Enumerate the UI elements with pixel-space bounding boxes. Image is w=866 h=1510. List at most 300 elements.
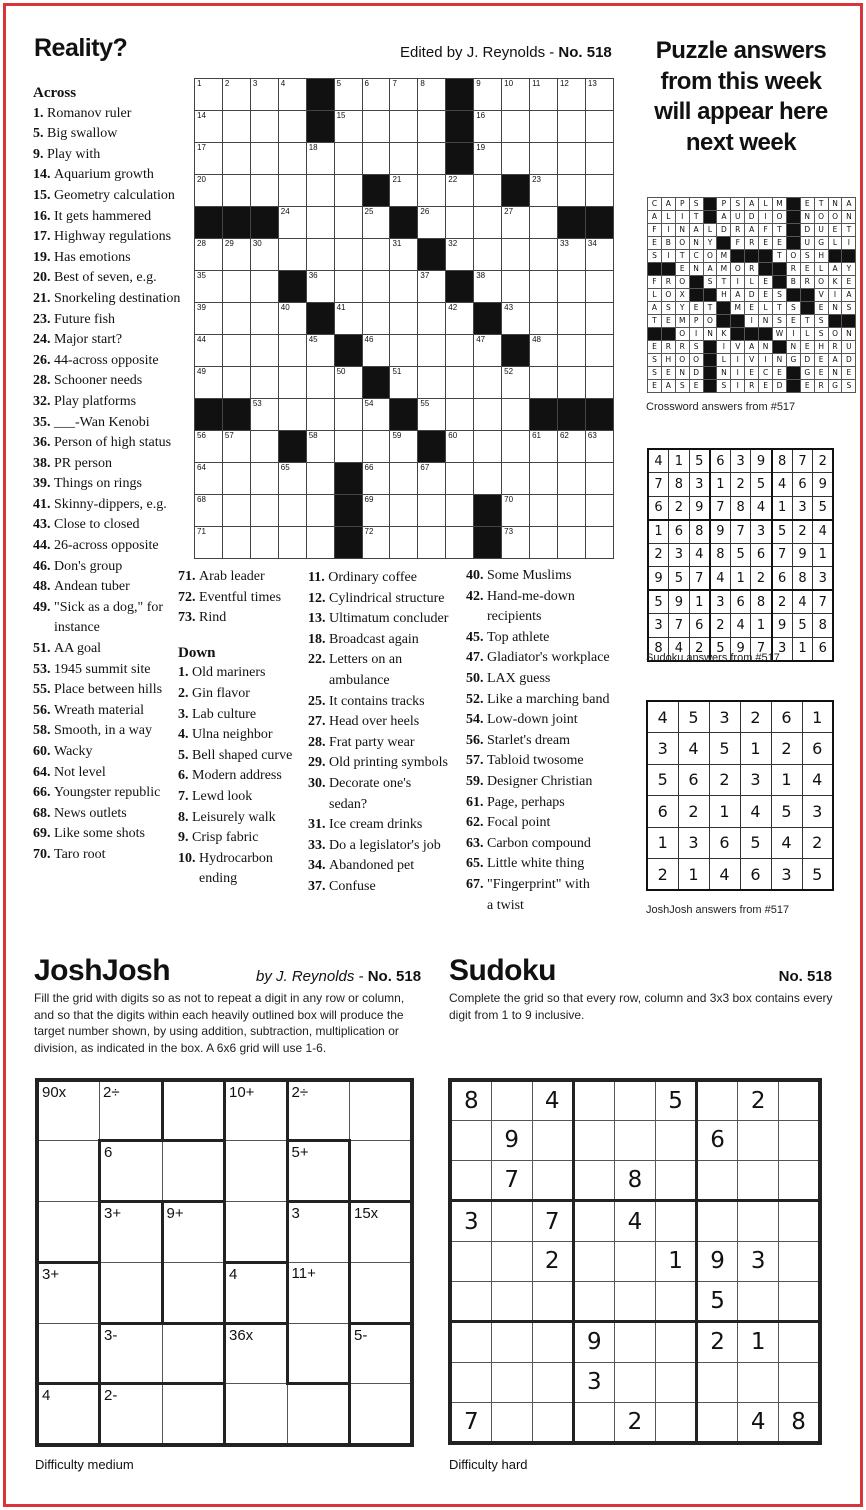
crossword-cell[interactable]	[250, 271, 278, 303]
joshjosh-cell[interactable]	[350, 1202, 413, 1263]
crossword-cell[interactable]	[250, 367, 278, 399]
crossword-cell[interactable]	[278, 207, 306, 239]
crossword-cell[interactable]	[278, 175, 306, 207]
crossword-cell[interactable]	[362, 495, 390, 527]
answer-letter: U	[731, 211, 745, 224]
crossword-cell[interactable]	[418, 367, 446, 399]
joshjosh-cell[interactable]	[287, 1141, 350, 1202]
sudoku-empty-cell[interactable]	[450, 1120, 491, 1160]
crossword-cell[interactable]	[278, 527, 306, 559]
crossword-cell[interactable]	[195, 495, 223, 527]
sudoku-empty-cell[interactable]	[779, 1080, 820, 1120]
sudoku-empty-cell[interactable]	[614, 1241, 655, 1281]
crossword-cell[interactable]	[446, 239, 474, 271]
crossword-cell[interactable]	[306, 463, 334, 495]
crossword-cell[interactable]	[530, 335, 558, 367]
crossword-cell[interactable]	[306, 367, 334, 399]
crossword-cell[interactable]	[502, 143, 530, 175]
crossword-cell[interactable]	[222, 367, 250, 399]
joshjosh-cell[interactable]	[225, 1262, 288, 1323]
crossword-cell[interactable]	[278, 143, 306, 175]
joshjosh-cell[interactable]	[350, 1384, 413, 1445]
crossword-cell[interactable]	[446, 399, 474, 431]
sudoku-empty-cell[interactable]	[450, 1362, 491, 1402]
crossword-cell[interactable]	[334, 79, 362, 111]
sudoku-empty-cell[interactable]	[450, 1281, 491, 1321]
joshjosh-cell[interactable]	[37, 1080, 100, 1141]
sudoku-empty-cell[interactable]	[491, 1241, 532, 1281]
crossword-cell[interactable]	[390, 239, 418, 271]
crossword-cell[interactable]	[418, 79, 446, 111]
black-square	[362, 175, 390, 207]
sudoku-empty-cell[interactable]	[779, 1120, 820, 1160]
crossword-cell[interactable]	[446, 431, 474, 463]
crossword-cell[interactable]	[557, 367, 585, 399]
crossword-cell[interactable]	[195, 527, 223, 559]
crossword-cell[interactable]	[278, 367, 306, 399]
joshjosh-cell[interactable]	[225, 1141, 288, 1202]
crossword-cell[interactable]	[585, 431, 613, 463]
joshjosh-cell[interactable]	[162, 1141, 225, 1202]
crossword-cell[interactable]	[557, 495, 585, 527]
crossword-cell[interactable]	[557, 335, 585, 367]
crossword-cell[interactable]	[418, 175, 446, 207]
cage-target: 5-	[354, 1326, 368, 1344]
crossword-cell[interactable]	[222, 463, 250, 495]
crossword-cell[interactable]	[334, 431, 362, 463]
crossword-cell[interactable]	[306, 431, 334, 463]
joshjosh-cell[interactable]	[287, 1323, 350, 1384]
crossword-cell[interactable]	[530, 367, 558, 399]
crossword-cell[interactable]	[334, 111, 362, 143]
crossword-cell[interactable]	[585, 495, 613, 527]
crossword-cell[interactable]	[222, 527, 250, 559]
crossword-cell[interactable]	[195, 79, 223, 111]
crossword-cell[interactable]	[446, 495, 474, 527]
crossword-cell[interactable]	[474, 271, 502, 303]
crossword-cell[interactable]	[502, 79, 530, 111]
crossword-cell[interactable]	[585, 239, 613, 271]
sudoku-empty-cell[interactable]	[738, 1161, 779, 1201]
sudoku-empty-cell[interactable]	[491, 1080, 532, 1120]
sudoku-empty-cell[interactable]	[738, 1281, 779, 1321]
sudoku-empty-cell[interactable]	[573, 1201, 614, 1241]
sudoku-empty-cell[interactable]	[779, 1241, 820, 1281]
joshjosh-number: No. 518	[367, 968, 422, 985]
crossword-cell[interactable]	[278, 335, 306, 367]
crossword-cell[interactable]	[502, 239, 530, 271]
sudoku-empty-cell[interactable]	[573, 1080, 614, 1120]
crossword-cell[interactable]	[474, 431, 502, 463]
crossword-cell[interactable]	[222, 79, 250, 111]
crossword-cell[interactable]	[306, 239, 334, 271]
sudoku-empty-cell[interactable]	[614, 1322, 655, 1362]
crossword-cell[interactable]	[362, 207, 390, 239]
joshjosh-cell[interactable]	[100, 1202, 163, 1263]
crossword-cell[interactable]	[250, 303, 278, 335]
joshjosh-cell[interactable]	[100, 1262, 163, 1323]
joshjosh-cell[interactable]	[162, 1080, 225, 1141]
joshjosh-cell[interactable]	[100, 1141, 163, 1202]
crossword-cell[interactable]	[530, 239, 558, 271]
answer-letter: T	[689, 211, 703, 224]
crossword-cell[interactable]	[250, 399, 278, 431]
crossword-cell[interactable]	[446, 207, 474, 239]
crossword-cell[interactable]	[362, 143, 390, 175]
sudoku-empty-cell[interactable]	[614, 1362, 655, 1402]
crossword-cell[interactable]	[418, 207, 446, 239]
sudoku-empty-cell[interactable]	[779, 1281, 820, 1321]
cage-target: 15x	[354, 1205, 379, 1223]
crossword-cell[interactable]	[502, 111, 530, 143]
crossword-cell[interactable]	[390, 175, 418, 207]
answer-letter: E	[773, 367, 787, 380]
crossword-cell[interactable]	[250, 431, 278, 463]
crossword-cell[interactable]	[195, 367, 223, 399]
crossword-cell[interactable]	[390, 271, 418, 303]
crossword-cell[interactable]	[446, 527, 474, 559]
sudoku-empty-cell[interactable]	[655, 1402, 696, 1442]
sudoku-empty-cell[interactable]	[573, 1120, 614, 1160]
black-square	[334, 463, 362, 495]
answer-letter: S	[675, 380, 689, 393]
sudoku-empty-cell[interactable]	[655, 1161, 696, 1201]
crossword-cell[interactable]	[585, 367, 613, 399]
crossword-cell[interactable]	[362, 271, 390, 303]
crossword-cell[interactable]	[222, 143, 250, 175]
crossword-cell[interactable]	[530, 143, 558, 175]
sudoku-empty-cell[interactable]	[697, 1161, 738, 1201]
crossword-cell[interactable]	[334, 271, 362, 303]
crossword-cell[interactable]	[362, 527, 390, 559]
sudoku-empty-cell[interactable]	[573, 1241, 614, 1281]
crossword-cell[interactable]	[530, 271, 558, 303]
joshjosh-cell[interactable]	[350, 1080, 413, 1141]
sudoku-empty-cell[interactable]	[655, 1362, 696, 1402]
crossword-cell[interactable]	[362, 239, 390, 271]
sudoku-empty-cell[interactable]	[532, 1362, 573, 1402]
sudoku-empty-cell[interactable]	[450, 1161, 491, 1201]
crossword-cell[interactable]	[222, 111, 250, 143]
crossword-cell[interactable]	[557, 527, 585, 559]
crossword-cell[interactable]	[418, 303, 446, 335]
joshjosh-cell[interactable]	[37, 1323, 100, 1384]
joshjosh-cell[interactable]	[37, 1202, 100, 1263]
crossword-cell[interactable]	[278, 239, 306, 271]
sudoku-empty-cell[interactable]	[697, 1201, 738, 1241]
sudoku-empty-cell[interactable]	[779, 1322, 820, 1362]
crossword-cell[interactable]	[502, 271, 530, 303]
crossword-cell[interactable]	[474, 463, 502, 495]
crossword-cell[interactable]	[585, 271, 613, 303]
crossword-cell[interactable]	[530, 207, 558, 239]
crossword-cell[interactable]	[250, 335, 278, 367]
sudoku-empty-cell[interactable]	[655, 1120, 696, 1160]
crossword-cell[interactable]	[446, 335, 474, 367]
crossword-cell[interactable]	[222, 335, 250, 367]
crossword-cell[interactable]	[502, 463, 530, 495]
sudoku-empty-cell[interactable]	[697, 1402, 738, 1442]
crossword-cell[interactable]	[390, 495, 418, 527]
joshjosh-cell[interactable]	[100, 1384, 163, 1445]
crossword-cell[interactable]	[362, 399, 390, 431]
crossword-cell[interactable]	[530, 175, 558, 207]
crossword-cell[interactable]	[418, 399, 446, 431]
crossword-cell[interactable]	[250, 239, 278, 271]
crossword-cell[interactable]	[334, 303, 362, 335]
crossword-cell[interactable]	[585, 175, 613, 207]
crossword-cell[interactable]	[250, 79, 278, 111]
crossword-cell[interactable]	[306, 399, 334, 431]
sudoku-empty-cell[interactable]	[614, 1281, 655, 1321]
crossword-cell[interactable]	[195, 111, 223, 143]
sudoku-empty-cell[interactable]	[532, 1402, 573, 1442]
joshjosh-cell[interactable]	[225, 1323, 288, 1384]
crossword-cell[interactable]	[250, 143, 278, 175]
crossword-cell[interactable]	[474, 143, 502, 175]
crossword-cell[interactable]	[195, 143, 223, 175]
crossword-cell[interactable]	[418, 271, 446, 303]
crossword-cell[interactable]	[195, 271, 223, 303]
sudoku-empty-cell[interactable]	[655, 1322, 696, 1362]
crossword-cell[interactable]	[474, 399, 502, 431]
sudoku-empty-cell[interactable]	[532, 1161, 573, 1201]
crossword-cell[interactable]	[530, 527, 558, 559]
crossword-cell[interactable]	[557, 303, 585, 335]
crossword-cell[interactable]	[222, 303, 250, 335]
crossword-cell[interactable]	[250, 111, 278, 143]
crossword-cell[interactable]	[390, 431, 418, 463]
down-clue	[466, 813, 610, 834]
joshjosh-cell[interactable]	[162, 1323, 225, 1384]
crossword-cell[interactable]	[362, 335, 390, 367]
crossword-cell[interactable]	[222, 239, 250, 271]
sudoku-empty-cell[interactable]	[738, 1120, 779, 1160]
joshjosh-cell[interactable]	[37, 1262, 100, 1323]
crossword-cell[interactable]	[502, 207, 530, 239]
crossword-cell[interactable]	[474, 111, 502, 143]
crossword-cell[interactable]	[530, 431, 558, 463]
joshjosh-cell[interactable]	[350, 1323, 413, 1384]
sudoku-empty-cell[interactable]	[614, 1080, 655, 1120]
crossword-cell[interactable]	[446, 367, 474, 399]
crossword-cell[interactable]	[250, 527, 278, 559]
joshjosh-cell[interactable]	[162, 1202, 225, 1263]
crossword-cell[interactable]	[306, 207, 334, 239]
sudoku-empty-cell[interactable]	[655, 1281, 696, 1321]
crossword-cell[interactable]	[334, 399, 362, 431]
clue-number: 24.	[33, 332, 54, 348]
crossword-cell[interactable]	[334, 367, 362, 399]
crossword-cell[interactable]	[390, 367, 418, 399]
crossword-cell[interactable]	[306, 527, 334, 559]
sudoku-empty-cell[interactable]	[532, 1281, 573, 1321]
crossword-cell[interactable]	[390, 335, 418, 367]
crossword-cell[interactable]	[502, 431, 530, 463]
joshjosh-cell[interactable]	[37, 1384, 100, 1445]
crossword-cell[interactable]	[390, 303, 418, 335]
crossword-cell[interactable]	[195, 431, 223, 463]
joshjosh-cell[interactable]	[100, 1323, 163, 1384]
sudoku-empty-cell[interactable]	[532, 1322, 573, 1362]
crossword-cell[interactable]	[334, 207, 362, 239]
crossword-cell[interactable]	[250, 463, 278, 495]
sudoku-empty-cell[interactable]	[491, 1201, 532, 1241]
crossword-cell[interactable]	[334, 175, 362, 207]
crossword-cell[interactable]	[502, 399, 530, 431]
sudoku-empty-cell[interactable]	[697, 1080, 738, 1120]
crossword-cell[interactable]	[446, 463, 474, 495]
crossword-cell[interactable]	[557, 111, 585, 143]
crossword-cell[interactable]	[278, 495, 306, 527]
crossword-cell[interactable]	[418, 111, 446, 143]
joshjosh-cell[interactable]	[287, 1384, 350, 1445]
crossword-cell[interactable]	[390, 463, 418, 495]
crossword-grid[interactable]	[194, 78, 614, 559]
crossword-cell[interactable]	[530, 463, 558, 495]
sudoku-empty-cell[interactable]	[779, 1161, 820, 1201]
crossword-cell[interactable]	[278, 79, 306, 111]
crossword-cell[interactable]	[585, 143, 613, 175]
joshjosh-cell[interactable]	[287, 1080, 350, 1141]
sudoku-empty-cell[interactable]	[573, 1161, 614, 1201]
crossword-cell[interactable]	[334, 239, 362, 271]
crossword-cell[interactable]	[418, 495, 446, 527]
crossword-cell[interactable]	[502, 495, 530, 527]
crossword-cell[interactable]	[474, 367, 502, 399]
crossword-cell[interactable]	[557, 463, 585, 495]
crossword-cell[interactable]	[557, 431, 585, 463]
crossword-cell[interactable]	[557, 239, 585, 271]
crossword-cell[interactable]	[195, 303, 223, 335]
crossword-cell[interactable]	[530, 111, 558, 143]
crossword-cell[interactable]	[502, 303, 530, 335]
crossword-cell[interactable]	[530, 303, 558, 335]
crossword-cell[interactable]	[222, 175, 250, 207]
sudoku-empty-cell[interactable]	[697, 1362, 738, 1402]
crossword-cell[interactable]	[418, 463, 446, 495]
crossword-cell[interactable]	[418, 335, 446, 367]
crossword-cell[interactable]	[306, 271, 334, 303]
crossword-cell[interactable]	[222, 495, 250, 527]
joshjosh-cell[interactable]	[287, 1202, 350, 1263]
crossword-cell[interactable]	[585, 335, 613, 367]
crossword-cell[interactable]	[278, 399, 306, 431]
crossword-cell[interactable]	[250, 175, 278, 207]
joshjosh-cell[interactable]	[350, 1262, 413, 1323]
crossword-cell[interactable]	[334, 143, 362, 175]
crossword-cell[interactable]	[195, 335, 223, 367]
joshjosh-cell[interactable]	[350, 1141, 413, 1202]
crossword-cell[interactable]	[585, 303, 613, 335]
sudoku-empty-cell[interactable]	[738, 1201, 779, 1241]
sudoku-empty-cell[interactable]	[614, 1120, 655, 1160]
sudoku-empty-cell[interactable]	[779, 1362, 820, 1402]
crossword-cell[interactable]	[278, 463, 306, 495]
crossword-cell[interactable]	[278, 303, 306, 335]
sudoku-grid[interactable]	[448, 1078, 822, 1445]
crossword-cell[interactable]	[362, 303, 390, 335]
crossword-cell[interactable]	[390, 143, 418, 175]
crossword-cell[interactable]	[474, 207, 502, 239]
crossword-cell[interactable]	[362, 431, 390, 463]
crossword-cell[interactable]	[557, 143, 585, 175]
crossword-cell[interactable]	[585, 527, 613, 559]
crossword-cell[interactable]	[502, 367, 530, 399]
sudoku-empty-cell[interactable]	[450, 1241, 491, 1281]
crossword-cell[interactable]	[446, 303, 474, 335]
crossword-cell[interactable]	[390, 79, 418, 111]
crossword-cell[interactable]	[195, 463, 223, 495]
joshjosh-cell[interactable]	[162, 1384, 225, 1445]
crossword-cell[interactable]	[502, 527, 530, 559]
joshjosh-cell[interactable]	[225, 1202, 288, 1263]
joshjosh-cell[interactable]	[287, 1262, 350, 1323]
crossword-cell[interactable]	[306, 143, 334, 175]
sudoku-empty-cell[interactable]	[779, 1201, 820, 1241]
crossword-cell[interactable]	[250, 495, 278, 527]
joshjosh-cell[interactable]	[100, 1080, 163, 1141]
crossword-cell[interactable]	[585, 111, 613, 143]
crossword-cell[interactable]	[530, 79, 558, 111]
sudoku-empty-cell[interactable]	[573, 1402, 614, 1442]
crossword-cell[interactable]	[222, 271, 250, 303]
sudoku-empty-cell[interactable]	[738, 1362, 779, 1402]
crossword-cell[interactable]	[362, 79, 390, 111]
crossword-cell[interactable]	[362, 111, 390, 143]
joshjosh-cell[interactable]	[162, 1262, 225, 1323]
crossword-cell[interactable]	[222, 431, 250, 463]
crossword-cell[interactable]	[585, 79, 613, 111]
crossword-cell[interactable]	[474, 79, 502, 111]
crossword-cell[interactable]	[390, 111, 418, 143]
joshjosh-grid[interactable]	[35, 1078, 414, 1447]
crossword-cell[interactable]	[195, 175, 223, 207]
answer-digit: 3	[647, 733, 678, 765]
joshjosh-cell[interactable]	[225, 1384, 288, 1445]
down-clue	[308, 815, 448, 836]
crossword-cell[interactable]	[474, 335, 502, 367]
crossword-cell[interactable]	[530, 495, 558, 527]
crossword-cell[interactable]	[557, 271, 585, 303]
crossword-cell[interactable]	[306, 495, 334, 527]
joshjosh-cell[interactable]	[37, 1141, 100, 1202]
crossword-cell[interactable]	[418, 527, 446, 559]
sudoku-empty-cell[interactable]	[491, 1402, 532, 1442]
sudoku-empty-cell[interactable]	[573, 1281, 614, 1321]
joshjosh-cell[interactable]	[225, 1080, 288, 1141]
crossword-cell[interactable]	[585, 463, 613, 495]
crossword-cell[interactable]	[195, 239, 223, 271]
sudoku-empty-cell[interactable]	[491, 1281, 532, 1321]
crossword-cell[interactable]	[278, 111, 306, 143]
sudoku-empty-cell[interactable]	[655, 1201, 696, 1241]
crossword-cell[interactable]	[474, 239, 502, 271]
crossword-cell[interactable]	[418, 143, 446, 175]
sudoku-empty-cell[interactable]	[450, 1322, 491, 1362]
crossword-cell[interactable]	[306, 335, 334, 367]
sudoku-empty-cell[interactable]	[491, 1362, 532, 1402]
sudoku-empty-cell[interactable]	[532, 1120, 573, 1160]
crossword-cell[interactable]	[390, 527, 418, 559]
crossword-cell[interactable]	[306, 175, 334, 207]
crossword-cell[interactable]	[474, 175, 502, 207]
sudoku-empty-cell[interactable]	[491, 1322, 532, 1362]
crossword-cell[interactable]	[362, 463, 390, 495]
crossword-cell[interactable]	[557, 79, 585, 111]
crossword-cell[interactable]	[557, 175, 585, 207]
crossword-cell[interactable]	[446, 175, 474, 207]
